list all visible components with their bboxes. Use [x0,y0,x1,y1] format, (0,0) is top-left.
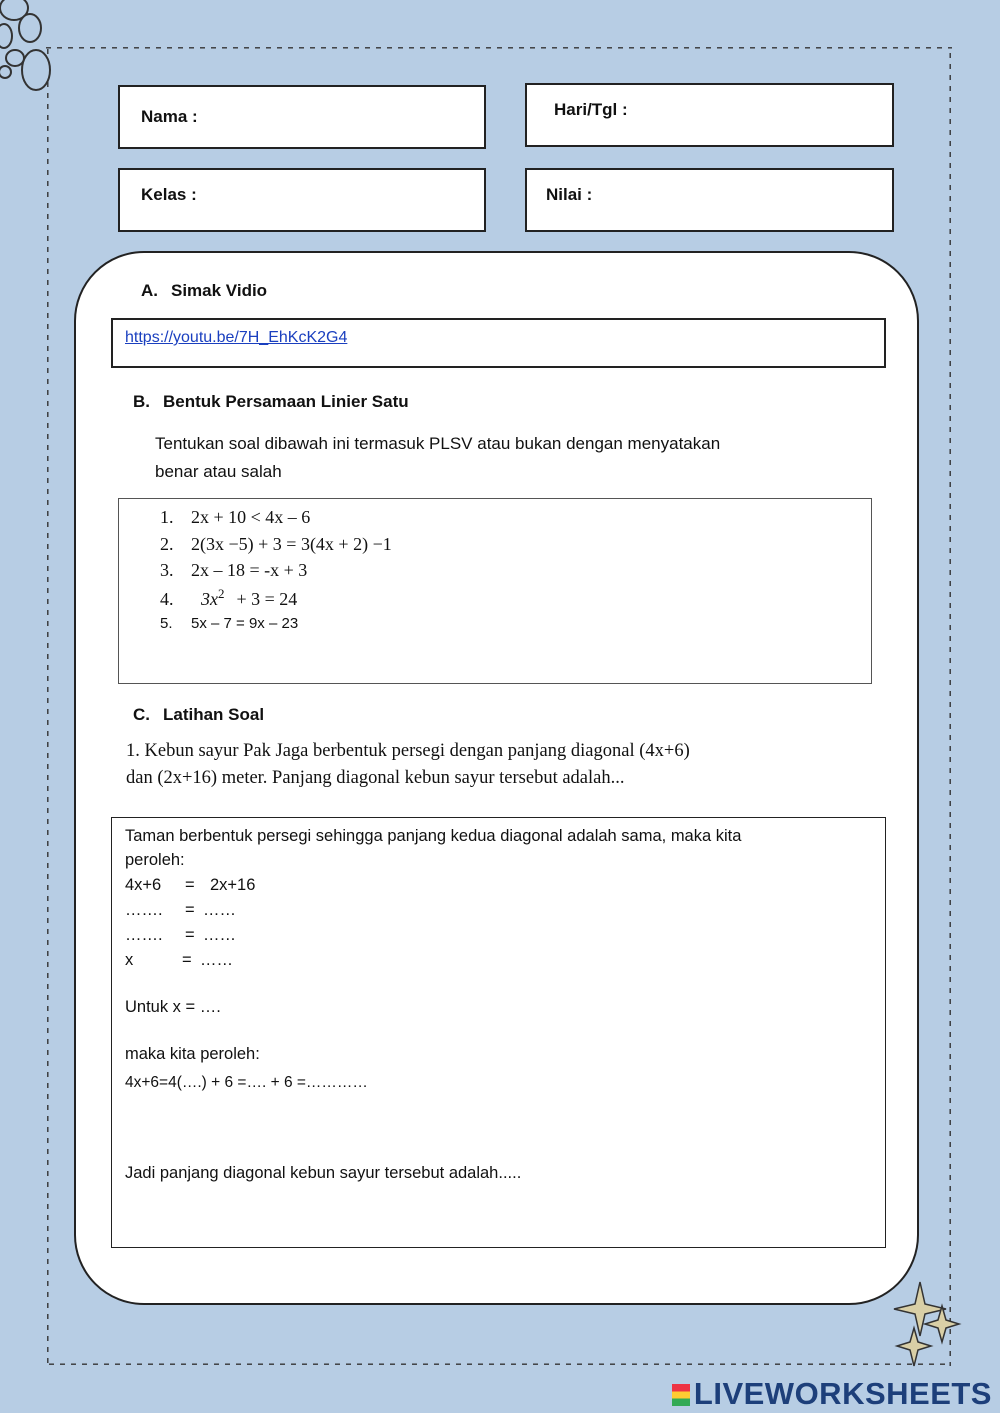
eq-right: 2x+16 [210,876,256,894]
item-number: 5. [160,615,173,632]
eq-left: x [125,951,134,969]
section-a-heading [141,281,267,301]
equation-row[interactable] [125,951,233,970]
item-equation-rest: + 3 = 24 [236,589,298,609]
item-equation: 2x + 10 < 4x – 6 [191,507,311,527]
section-b-letter: B. [133,392,150,411]
item-number: 1. [160,507,174,527]
list-item [160,586,297,610]
item-equation-base: 3x [201,589,218,609]
nama-label: Nama : [141,107,198,126]
list-item [160,507,310,528]
logo-mark-icon [672,1384,690,1406]
instruction-line-2: benar atau salah [155,462,282,481]
nama-box[interactable] [118,85,486,149]
item-equation: 5x – 7 = 9x – 23 [191,615,299,632]
section-c-heading [133,705,264,725]
section-a-letter: A. [141,281,158,300]
equation-row [125,876,255,895]
eq-right-blank: …… [203,926,236,944]
question-line-2: dan (2x+16) meter. Panjang diagonal kebun sayur tersebut adalah... [126,768,625,788]
eq-left: 4x+6 [125,876,162,894]
answer-intro-line-1: Taman berbentuk persegi sehingga panjang kedua diagonal adalah sama, maka kita [125,827,742,845]
logo-text: LIVEWORKSHEETS [693,1376,992,1411]
item-number: 3. [160,560,174,580]
eq-left-blank: ……. [125,926,163,944]
kelas-label: Kelas : [141,185,197,204]
eq-right-blank: …… [200,951,233,969]
question-line-1: 1. Kebun sayur Pak Jaga berbentuk persegi dengan panjang diagonal (4x+6) [126,741,690,761]
answer-intro-line-2: peroleh: [125,851,185,869]
eq-right-blank: …… [203,901,236,919]
item-number: 4. [160,589,174,609]
hari-tgl-label: Hari/Tgl : [554,100,628,119]
item-equation: 2(3x −5) + 3 = 3(4x + 2) −1 [191,534,392,554]
maka-line: maka kita peroleh: [125,1045,260,1063]
item-number: 2. [160,534,174,554]
eq-sign: = [185,901,195,919]
liveworksheets-logo[interactable] [672,1376,992,1412]
bubbles-decoration-icon [0,0,60,100]
untuk-x-line[interactable]: Untuk x = …. [125,998,221,1016]
kelas-box[interactable] [118,168,486,232]
video-link-box [111,318,886,368]
item-equation: 2x – 18 = -x + 3 [191,560,308,580]
section-b-heading [133,392,409,412]
section-c-title: Latihan Soal [163,705,265,724]
section-b-title: Bentuk Persamaan Linier Satu [163,392,409,411]
equation-row[interactable] [125,926,236,945]
section-b-instruction [155,430,720,486]
video-link[interactable]: https://youtu.be/7H_EhKcK2G4 [125,329,348,346]
section-a-title: Simak Vidio [171,281,268,300]
list-item [160,615,298,632]
list-item [160,560,307,581]
eq-sign: = [185,876,195,894]
conclusion-line[interactable]: Jadi panjang diagonal kebun sayur tersebut adalah..... [125,1164,522,1182]
eq-sign: = [185,926,195,944]
item-equation-exponent: 2 [218,586,225,601]
sparkles-decoration-icon [888,1278,963,1370]
section-c-letter: C. [133,705,150,724]
question-text [126,738,690,792]
instruction-line-1: Tentukan soal dibawah ini termasuk PLSV atau bukan dengan menyatakan [155,434,721,453]
list-item [160,534,392,555]
eq-left-blank: ……. [125,901,163,919]
eq-sign: = [182,951,192,969]
nilai-box[interactable] [525,168,894,232]
nilai-label: Nilai : [546,185,593,204]
equation-row[interactable] [125,901,236,920]
hari-tgl-box[interactable] [525,83,894,147]
calc-line[interactable]: 4x+6=4(….) + 6 =…. + 6 =………… [125,1074,368,1091]
